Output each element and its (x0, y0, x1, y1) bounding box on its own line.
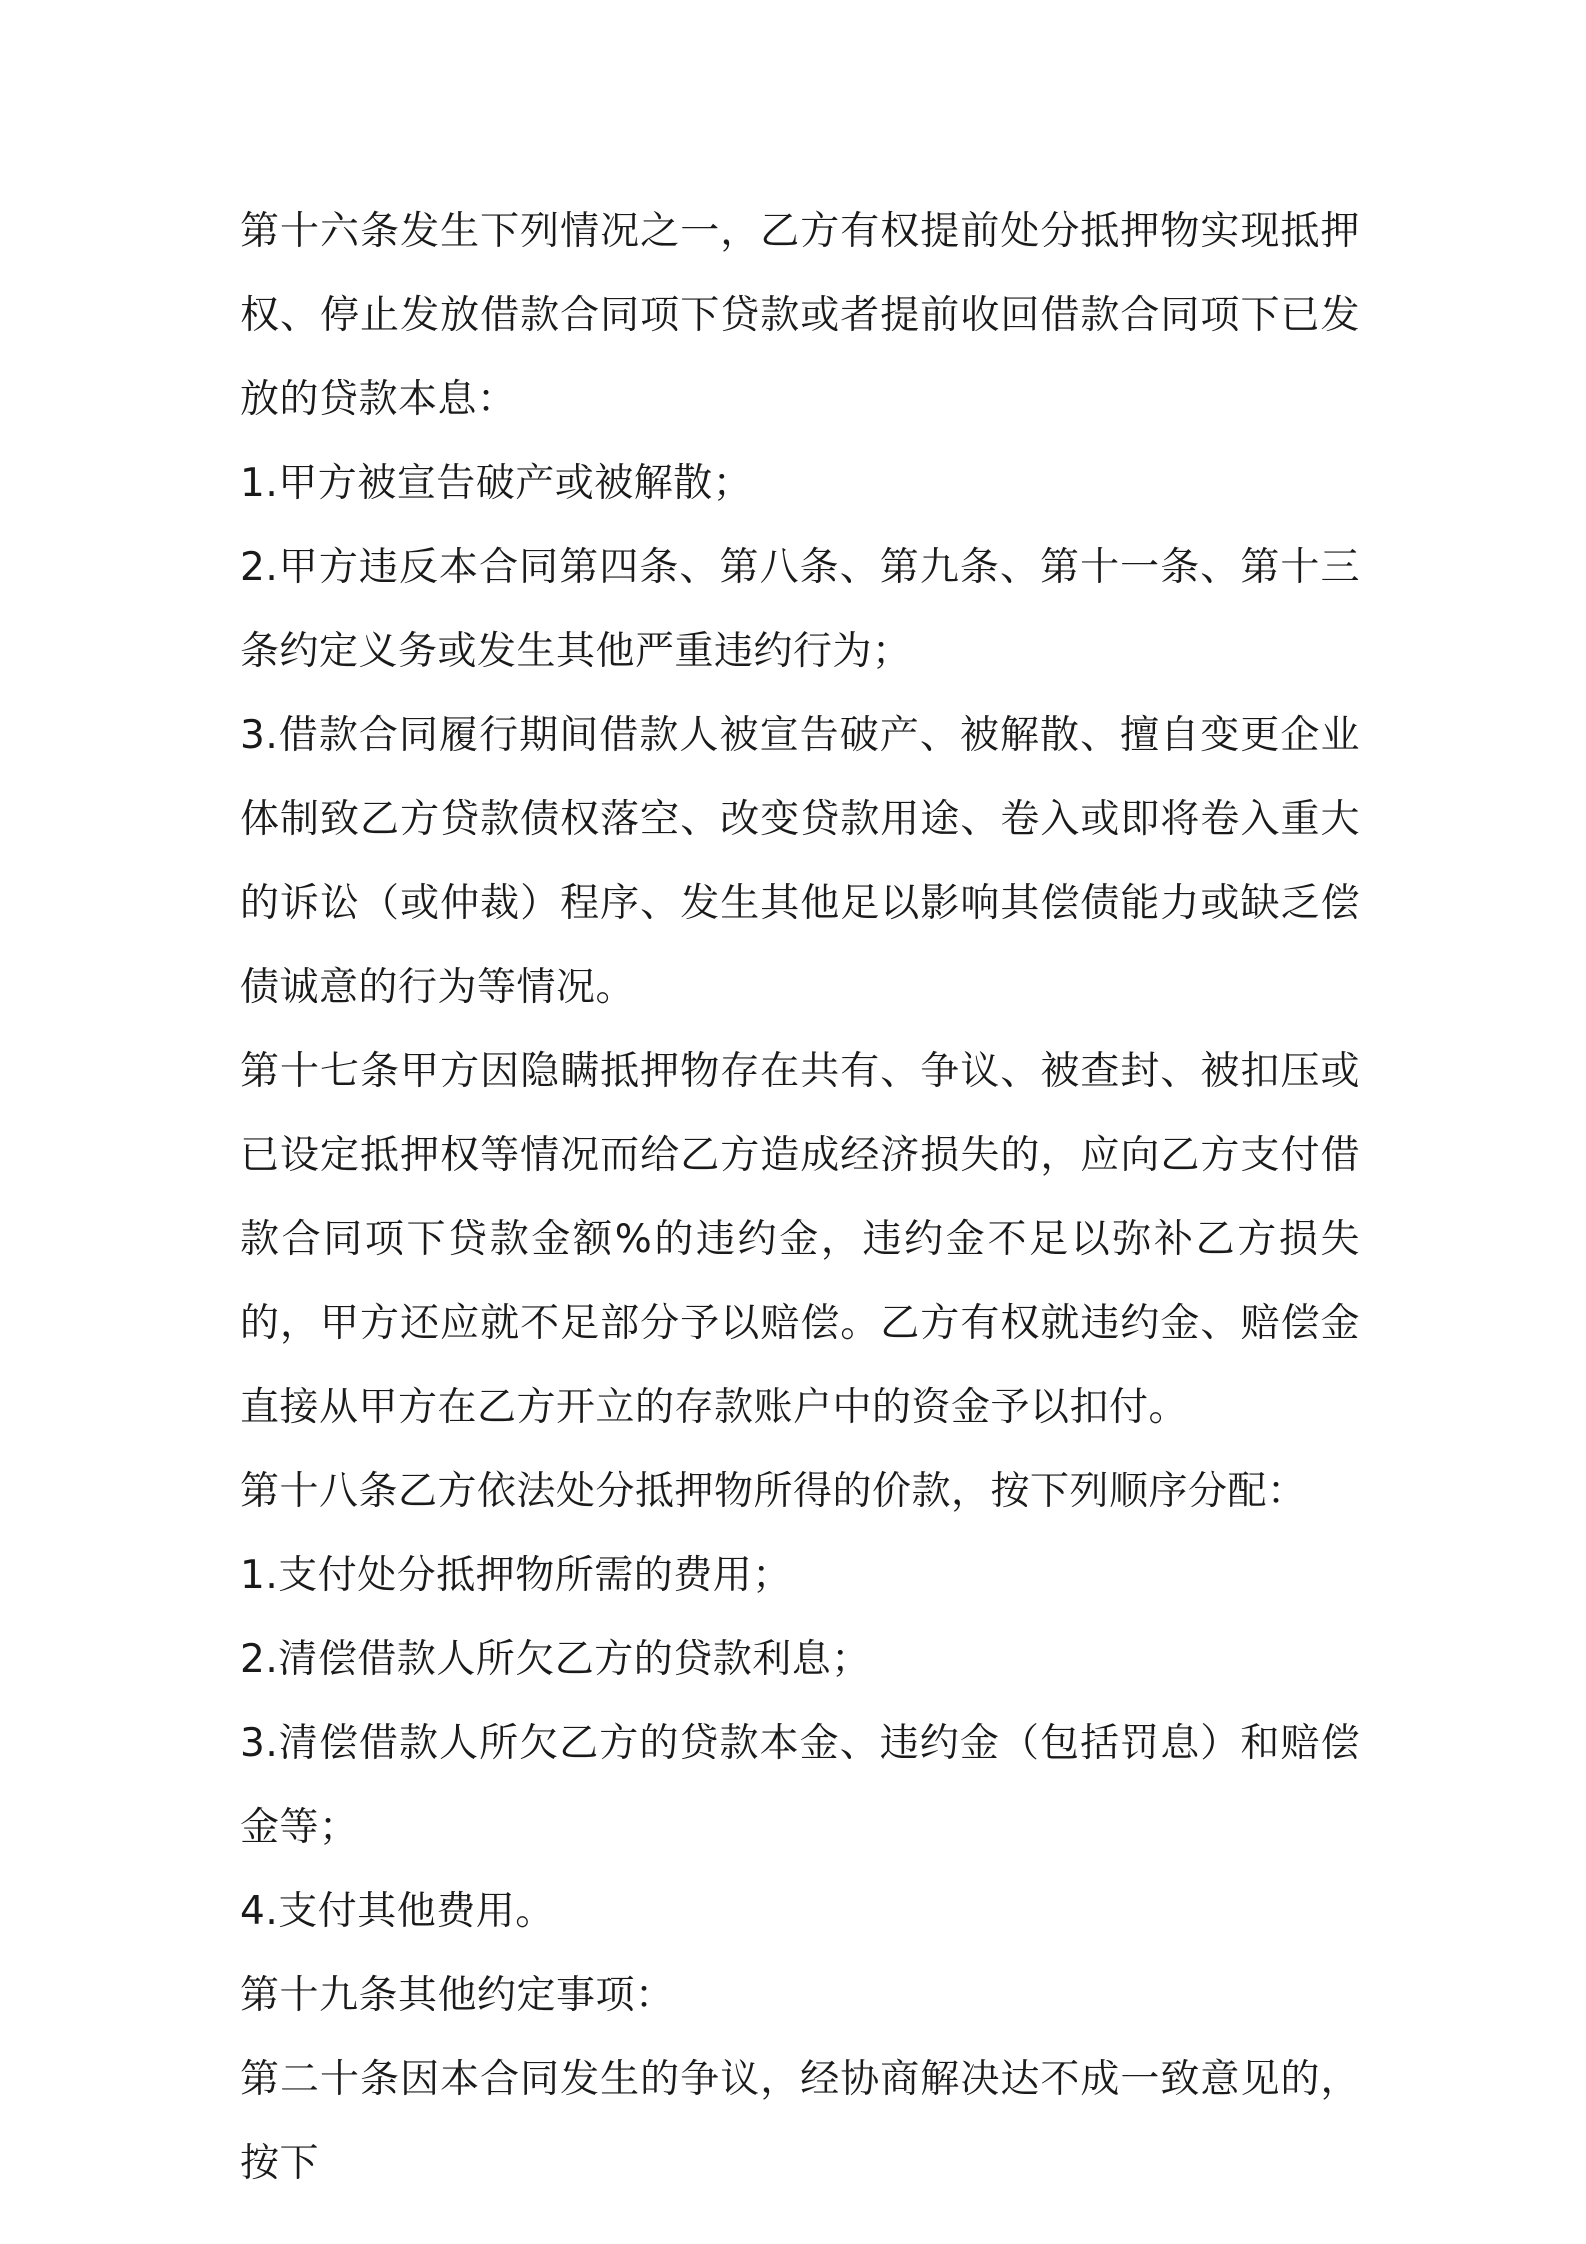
article-16-item-1: 1.甲方被宣告破产或被解散； (240, 461, 753, 506)
article-18-paragraph: 第十八条乙方依法处分抵押物所得的价款，按下列顺序分配： (240, 1469, 1307, 1514)
article-16-item-2: 2.甲方违反本合同第四条、第八条、第九条、第十一条、第十三条约定义务或发生其他严重违约行为； (240, 545, 1360, 674)
contract-body (240, 190, 1360, 2206)
article-19-paragraph: 第十九条其他约定事项： (240, 1973, 675, 2018)
article-18-item-1: 1.支付处分抵押物所需的费用； (240, 1553, 792, 1598)
article-18-item-2: 2.清偿借款人所欠乙方的贷款利息； (240, 1637, 871, 1682)
article-18-item-3: 3.清偿借款人所欠乙方的贷款本金、违约金（包括罚息）和赔偿金等； (240, 1721, 1360, 1850)
article-16-paragraph: 第十六条发生下列情况之一，乙方有权提前处分抵押物实现抵押权、停止发放借款合同项下贷款或者提前收回借款合同项下已发放的贷款本息： (240, 209, 1360, 422)
article-16-item-3: 3.借款合同履行期间借款人被宣告破产、被解散、擅自变更企业体制致乙方贷款债权落空、改变贷款用途、卷入或即将卷入重大的诉讼（或仲裁）程序、发生其他足以影响其偿债能力或缺乏偿债诚意的行为等情况。 (240, 713, 1360, 1010)
article-17-paragraph: 第十七条甲方因隐瞒抵押物存在共有、争议、被查封、被扣压或已设定抵押权等情况而给乙方造成经济损失的，应向乙方支付借款合同项下贷款金额%的违约金，违约金不足以弥补乙方损失的，甲方还应就不足部分予以赔偿。乙方有权就违约金、赔偿金直接从甲方在乙方开立的存款账户中的资金予以扣付。 (240, 1049, 1360, 1430)
article-20-paragraph: 第二十条因本合同发生的争议，经协商解决达不成一致意见的，按下 (240, 2057, 1360, 2186)
article-18-item-4: 4.支付其他费用。 (240, 1889, 555, 1934)
